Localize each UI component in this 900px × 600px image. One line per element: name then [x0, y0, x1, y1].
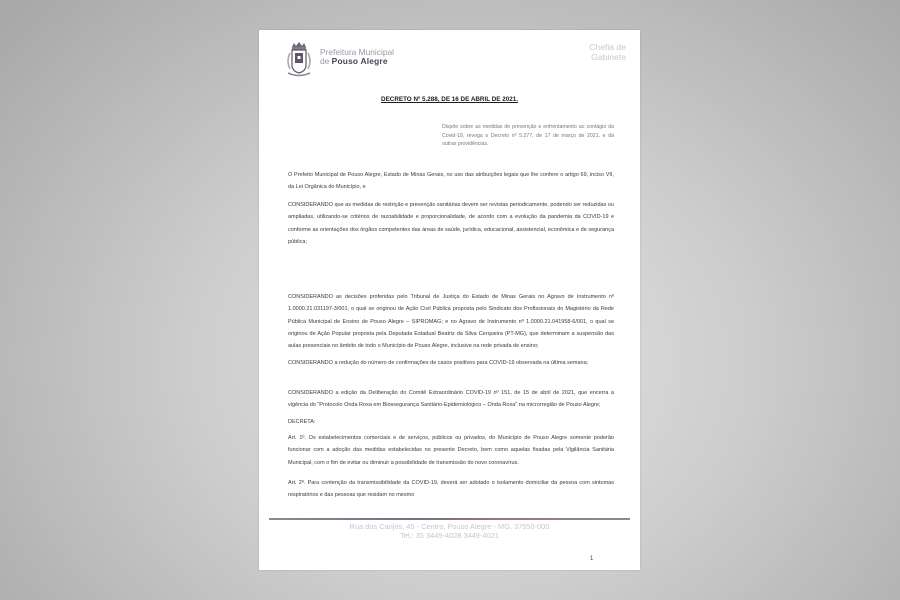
coat-of-arms-icon	[285, 41, 313, 81]
decree-body-block	[288, 357, 614, 369]
brand-prefix: de	[320, 56, 330, 66]
paragraph-preamble: O Prefeito Municipal de Pouso Alegre, Estado de Minas Gerais, no uso das atribuições legais que lhe confere o artigo 69, inciso VII, da Lei Orgânica do Município, e	[288, 172, 614, 191]
footer-contact	[259, 523, 640, 540]
brand-line1: Prefeitura Municipal	[320, 47, 395, 57]
footer-phone: Tel.: 35 3449-4028 3449-4021	[400, 530, 499, 540]
brand-city: Pouso Alegre	[331, 56, 388, 66]
footer-address: Rua dos Carijós, 45 - Centro, Pouso Alegre - MG, 37550-000	[349, 522, 550, 531]
paragraph-considerando-2: CONSIDERANDO as decisões proferidas pelo Tribunal de Justiça do Estado de Minas Gerais no Agravo de Instrumento nº 1.0000.21.031197-3/001, o qual se originou de Ação Civil Pública proposta pelo Sindicato dos Profissionais do Magistério da Rede Pública Municipal de Ensino de Pouso Alegre – SIPROMAG; e no Agravo de Instrumento nº 1.0000.21.041958-6/001, o qual se originou de Ação Popular proposta pela Deputada Estadual Beatriz da Silva Cerqueira (PT-MG), que determinam a suspensão das aulas presenciais no âmbito de todo o Município de Pouso Alegre, inclusive na rede privada de ensino;	[288, 294, 614, 350]
paragraph-article-1: Art. 1º. Os estabelecimentos comerciais e de serviços, públicos ou privados, do Município de Pouso Alegre somente poderão funcionar com a adoção das medidas estabelecidas no presente Decreto, bem como aquelas fixadas pela Vigilância Sanitária Municipal, com o fim de evitar ou diminuir a possibilidade de transmissão do novo coronavírus.	[288, 435, 614, 466]
paragraph-considerando-3: CONSIDERANDO a redução do número de confirmações de casos positivos para COVID-19 observada na última semana;	[288, 360, 589, 366]
decree-body	[288, 169, 614, 194]
paragraph-decreta: DECRETA:	[288, 419, 316, 425]
document-page	[259, 30, 640, 570]
decree-body-block	[288, 291, 614, 352]
department-line2: Gabinete	[591, 52, 626, 62]
decree-ementa: Dispõe sobre as medidas de prevenção e enfrentamento ao contágio da Covid-19, revoga o Decreto nº 5.277, de 17 de março de 2021, e dá outras providências.	[442, 124, 614, 148]
paragraph-considerando-4: CONSIDERANDO a edição da Deliberação do Comitê Extraordinário COVID-19 nº 151, de 15 de abril de 2021, que encerra a vigência do "Protocolo Onda Roxa em Biossegurança Sanitário-Epidemiológico – Onda Roxa" na microrregião de Pouso Alegre;	[288, 390, 614, 409]
decree-body-block	[288, 416, 614, 428]
paragraph-considerando-1: CONSIDERANDO que as medidas de restrição e prevenção sanitárias devem ser revistas periodicamente, podendo ser reduzidas ou ampliadas, utilizando-se critérios de razoabilidade e proporcionalidade, de acordo com a evolução da pandemia da COVID-19 e conforme as orientações dos órgãos competentes das áreas de saúde, jurídica, educacional, assistencial, econômica e de segurança pública;	[288, 202, 614, 245]
brand-logo-text	[320, 48, 394, 66]
footer-divider	[269, 518, 630, 520]
decree-body-block	[288, 432, 614, 469]
decree-body-block	[288, 199, 614, 248]
decree-body-block	[288, 387, 614, 412]
department-label	[589, 42, 626, 62]
page-number: 1	[590, 556, 594, 562]
department-line1: Chefia de	[589, 42, 626, 52]
decree-body-block	[288, 477, 614, 502]
decree-title: DECRETO Nº 5.288, DE 16 DE ABRIL DE 2021.	[381, 96, 518, 103]
paragraph-article-2: Art. 2º. Para contenção da transmissibilidade da COVID-19, deverá ser adotado o isolamento domiciliar da pessoa com sintomas respiratórios e das pessoas que residam no mesmo	[288, 480, 614, 499]
